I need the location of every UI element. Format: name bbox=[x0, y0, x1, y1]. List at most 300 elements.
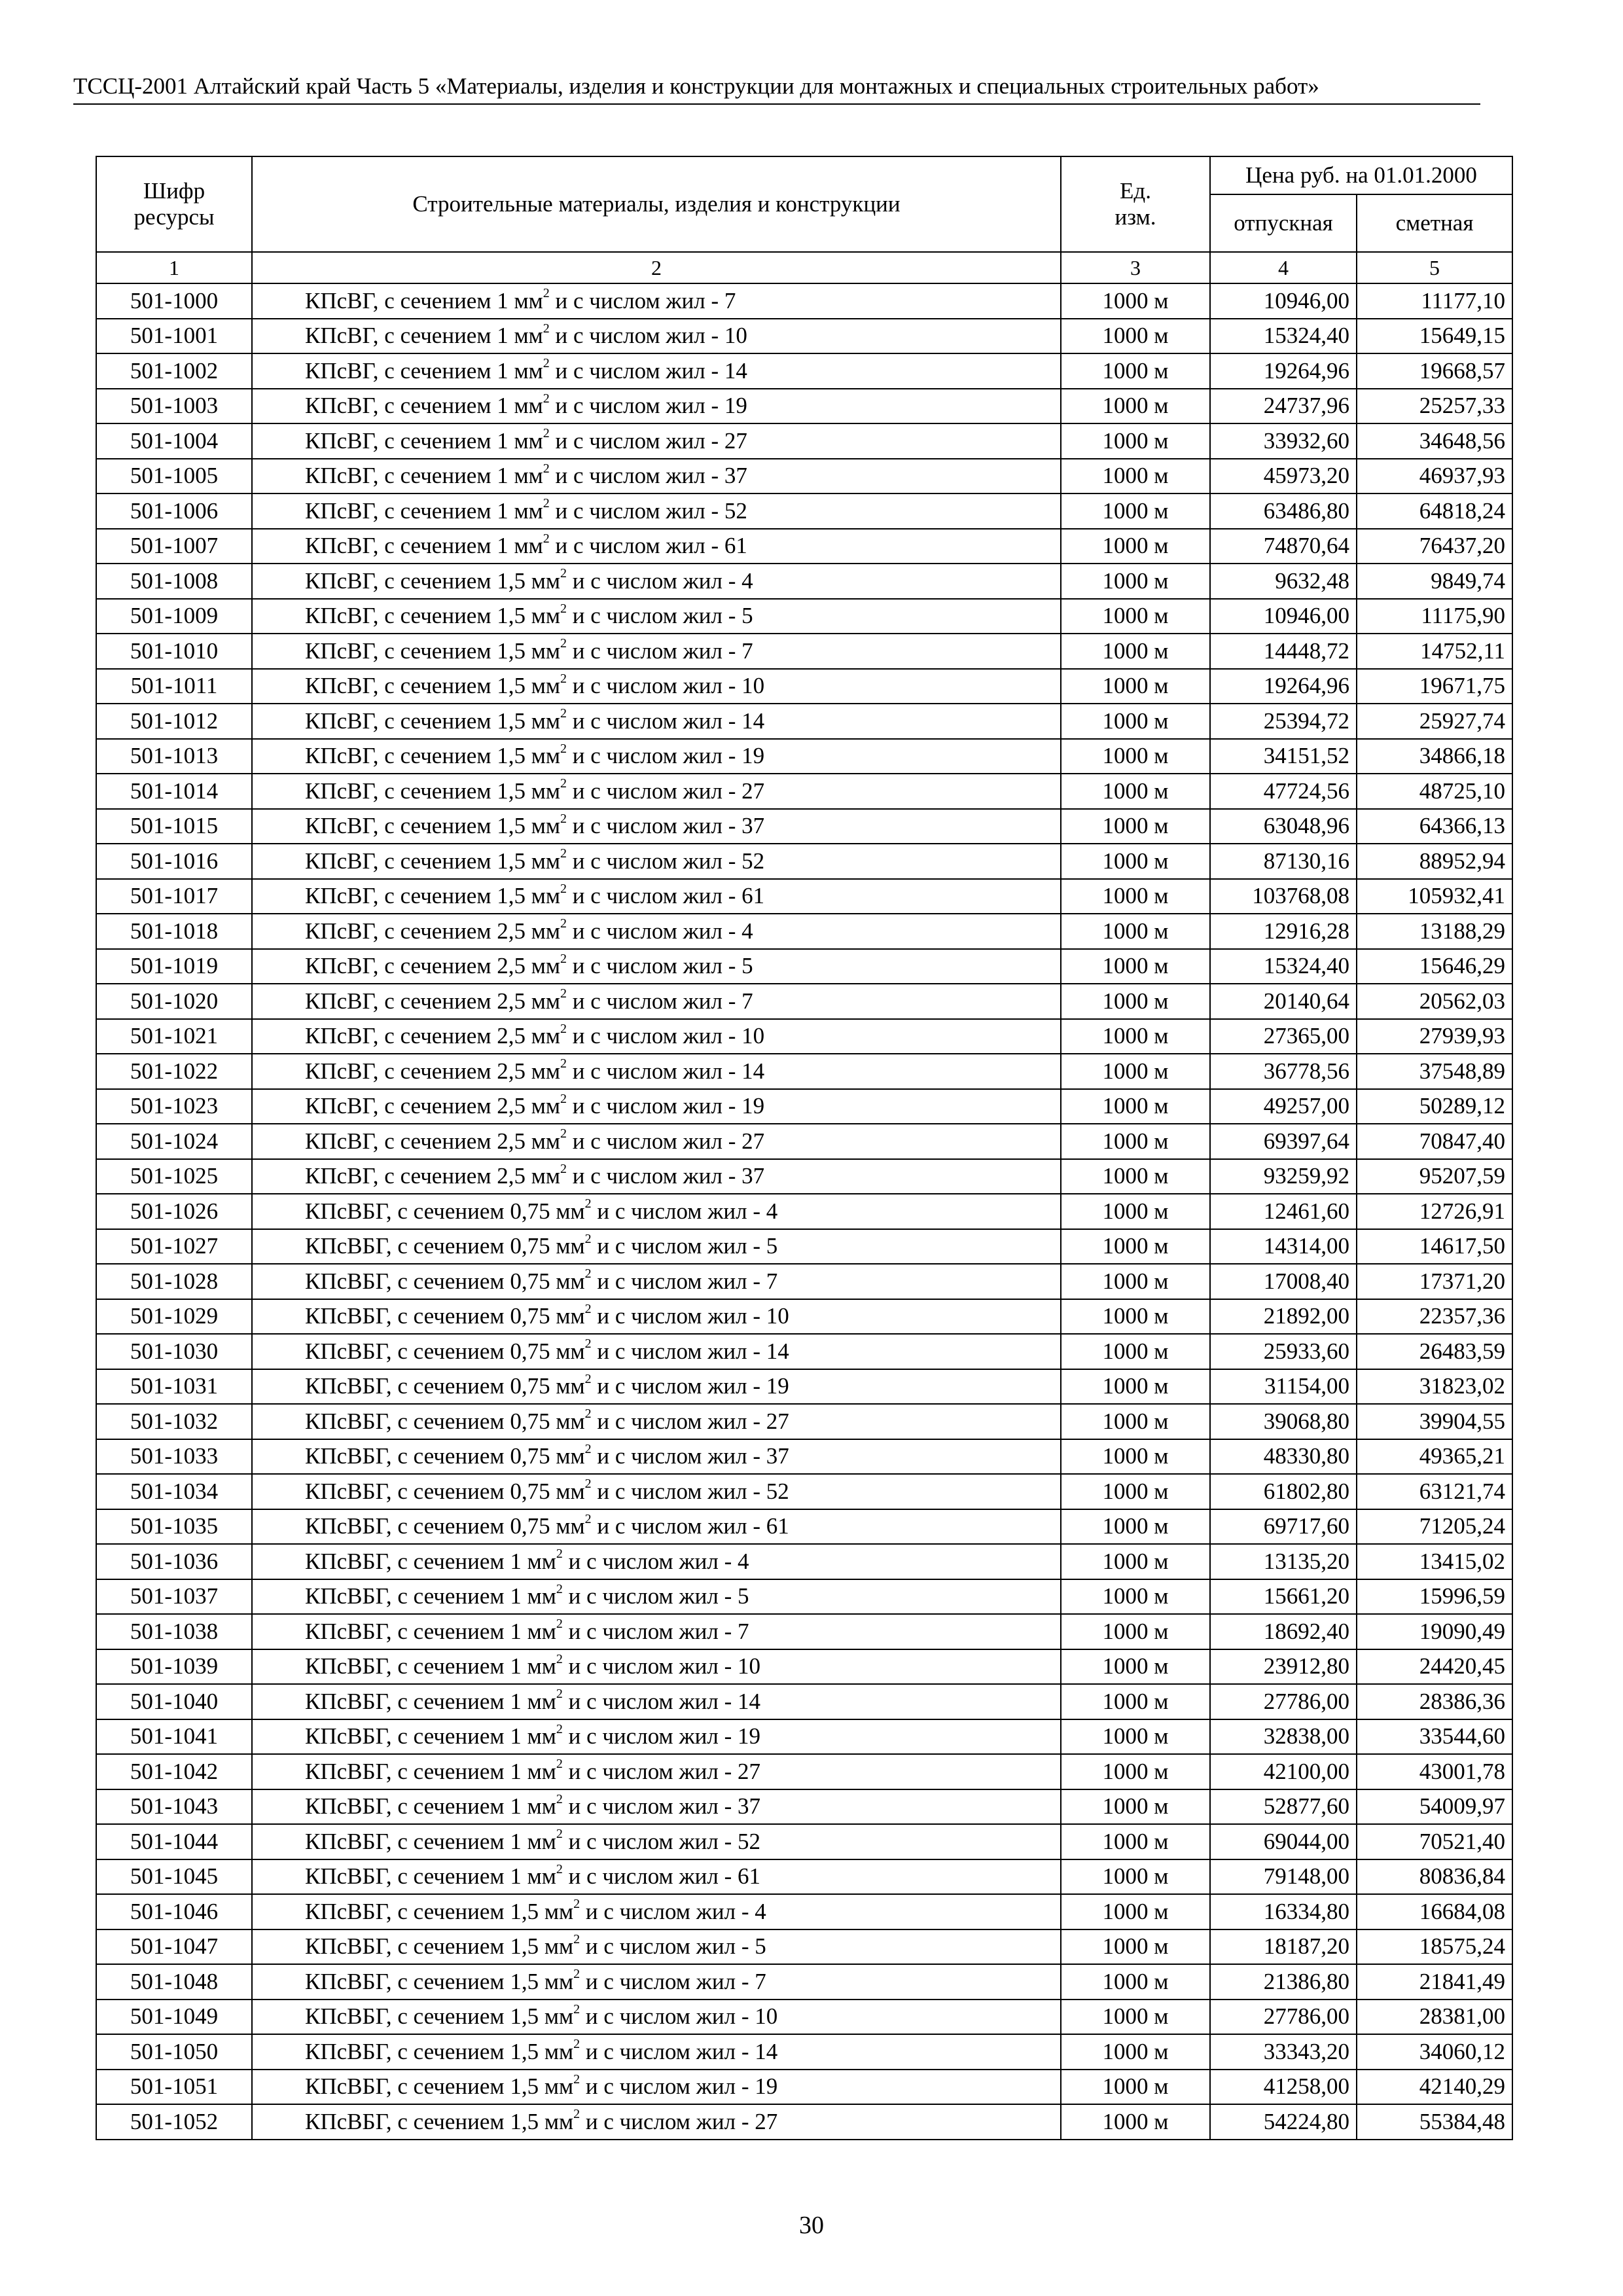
estimate-price: 15646,29 bbox=[1357, 949, 1512, 984]
col-header-unit: Ед. изм. bbox=[1061, 156, 1210, 252]
unit: 1000 м bbox=[1061, 1054, 1210, 1089]
unit-superscript: 2 bbox=[543, 391, 550, 406]
col-header-price: Цена руб. на 01.01.2000 bbox=[1210, 156, 1512, 194]
name-text: КПсВБГ, с сечением 1,5 мм bbox=[305, 1933, 574, 1960]
name-text: и с числом жил - 61 bbox=[549, 533, 747, 559]
name-text: КПсВБГ, с сечением 0,75 мм bbox=[305, 1268, 585, 1294]
unit: 1000 м bbox=[1061, 1509, 1210, 1545]
resource-code: 501-1028 bbox=[96, 1264, 252, 1299]
name-text: КПсВГ, с сечением 1,5 мм bbox=[305, 883, 561, 909]
unit-superscript: 2 bbox=[573, 1967, 580, 1982]
release-price: 33932,60 bbox=[1210, 423, 1357, 459]
unit: 1000 м bbox=[1061, 739, 1210, 774]
unit: 1000 м bbox=[1061, 1544, 1210, 1579]
unit: 1000 м bbox=[1061, 1859, 1210, 1895]
release-price: 9632,48 bbox=[1210, 564, 1357, 599]
release-price: 17008,40 bbox=[1210, 1264, 1357, 1299]
unit: 1000 м bbox=[1061, 1264, 1210, 1299]
name-text: и с числом жил - 4 bbox=[567, 567, 753, 594]
unit-superscript: 2 bbox=[560, 916, 567, 931]
unit: 1000 м bbox=[1061, 353, 1210, 389]
name-text: КПсВБГ, с сечением 1,5 мм bbox=[305, 2108, 574, 2134]
unit: 1000 м bbox=[1061, 459, 1210, 494]
table-row bbox=[96, 319, 1512, 354]
material-name bbox=[252, 1474, 1061, 1509]
material-name bbox=[252, 1194, 1061, 1229]
name-text: КПсВБГ, с сечением 0,75 мм bbox=[305, 1338, 585, 1364]
unit-superscript: 2 bbox=[543, 496, 550, 511]
release-price: 87130,16 bbox=[1210, 844, 1357, 879]
resource-code: 501-1049 bbox=[96, 2000, 252, 2035]
unit-superscript: 2 bbox=[556, 1651, 563, 1666]
estimate-price: 105932,41 bbox=[1357, 879, 1512, 914]
name-text: КПсВГ, с сечением 1,5 мм bbox=[305, 778, 561, 804]
table-row bbox=[96, 1894, 1512, 1929]
material-name bbox=[252, 984, 1061, 1019]
name-text: КПсВБГ, с сечением 0,75 мм bbox=[305, 1513, 585, 1539]
material-name bbox=[252, 353, 1061, 389]
unit-superscript: 2 bbox=[556, 1791, 563, 1806]
unit-superscript: 2 bbox=[584, 1266, 592, 1282]
material-name bbox=[252, 493, 1061, 529]
resource-code: 501-1050 bbox=[96, 2034, 252, 2070]
material-name bbox=[252, 1404, 1061, 1439]
table-row bbox=[96, 1229, 1512, 1265]
estimate-price: 19671,75 bbox=[1357, 669, 1512, 704]
resource-code: 501-1033 bbox=[96, 1439, 252, 1475]
unit-superscript: 2 bbox=[543, 426, 550, 441]
unit: 1000 м bbox=[1061, 1929, 1210, 1965]
name-text: и с числом жил - 52 bbox=[549, 497, 747, 524]
name-text: и с числом жил - 27 bbox=[591, 1408, 789, 1434]
material-name bbox=[252, 1089, 1061, 1124]
resource-code: 501-1006 bbox=[96, 493, 252, 529]
estimate-price: 13188,29 bbox=[1357, 914, 1512, 949]
unit: 1000 м bbox=[1061, 1159, 1210, 1194]
release-price: 27786,00 bbox=[1210, 2000, 1357, 2035]
release-price: 24737,96 bbox=[1210, 389, 1357, 424]
name-text: КПсВГ, с сечением 2,5 мм bbox=[305, 988, 561, 1014]
unit-superscript: 2 bbox=[584, 1511, 592, 1526]
table-row bbox=[96, 1509, 1512, 1545]
estimate-price: 15649,15 bbox=[1357, 319, 1512, 354]
unit-superscript: 2 bbox=[560, 1161, 567, 1176]
unit: 1000 м bbox=[1061, 1964, 1210, 2000]
name-text: и с числом жил - 4 bbox=[562, 1548, 749, 1574]
estimate-price: 12726,91 bbox=[1357, 1194, 1512, 1229]
release-price: 27365,00 bbox=[1210, 1019, 1357, 1054]
unit: 1000 м bbox=[1061, 669, 1210, 704]
material-name bbox=[252, 1509, 1061, 1545]
release-price: 16334,80 bbox=[1210, 1894, 1357, 1929]
estimate-price: 19668,57 bbox=[1357, 353, 1512, 389]
table-row bbox=[96, 283, 1512, 319]
name-text: КПсВБГ, с сечением 0,75 мм bbox=[305, 1408, 585, 1434]
unit: 1000 м bbox=[1061, 564, 1210, 599]
name-text: и с числом жил - 19 bbox=[591, 1373, 789, 1399]
material-name bbox=[252, 704, 1061, 739]
resource-code: 501-1017 bbox=[96, 879, 252, 914]
name-text: и с числом жил - 10 bbox=[549, 323, 747, 349]
resource-code: 501-1032 bbox=[96, 1404, 252, 1439]
unit: 1000 м bbox=[1061, 1789, 1210, 1825]
unit: 1000 м bbox=[1061, 2070, 1210, 2105]
material-name bbox=[252, 1789, 1061, 1825]
unit: 1000 м bbox=[1061, 1894, 1210, 1929]
table-row bbox=[96, 669, 1512, 704]
material-name bbox=[252, 1124, 1061, 1159]
name-text: и с числом жил - 10 bbox=[580, 2003, 778, 2030]
resource-code: 501-1014 bbox=[96, 774, 252, 809]
name-text: КПсВБГ, с сечением 1 мм bbox=[305, 1723, 556, 1749]
name-text: КПсВБГ, с сечением 1 мм bbox=[305, 1688, 556, 1714]
estimate-price: 76437,20 bbox=[1357, 529, 1512, 564]
resource-code: 501-1046 bbox=[96, 1894, 252, 1929]
col-number: 2 bbox=[252, 252, 1061, 283]
unit-superscript: 2 bbox=[584, 1336, 592, 1352]
release-price: 63048,96 bbox=[1210, 809, 1357, 844]
release-price: 13135,20 bbox=[1210, 1544, 1357, 1579]
estimate-price: 70847,40 bbox=[1357, 1124, 1512, 1159]
name-text: КПсВГ, с сечением 1 мм bbox=[305, 463, 543, 489]
name-text: КПсВБГ, с сечением 1 мм bbox=[305, 1828, 556, 1854]
unit: 1000 м bbox=[1061, 319, 1210, 354]
unit-superscript: 2 bbox=[556, 1581, 563, 1596]
table-row bbox=[96, 2000, 1512, 2035]
release-price: 27786,00 bbox=[1210, 1684, 1357, 1719]
name-text: КПсВБГ, с сечением 1 мм bbox=[305, 1618, 556, 1644]
table-row bbox=[96, 1964, 1512, 2000]
name-text: КПсВГ, с сечением 1 мм bbox=[305, 357, 543, 384]
unit-superscript: 2 bbox=[560, 1056, 567, 1071]
name-text: и с числом жил - 37 bbox=[567, 813, 765, 839]
release-price: 12461,60 bbox=[1210, 1194, 1357, 1229]
unit-superscript: 2 bbox=[560, 881, 567, 896]
material-name bbox=[252, 1229, 1061, 1265]
estimate-price: 63121,74 bbox=[1357, 1474, 1512, 1509]
table-row bbox=[96, 1474, 1512, 1509]
release-price: 39068,80 bbox=[1210, 1404, 1357, 1439]
unit: 1000 м bbox=[1061, 2000, 1210, 2035]
unit: 1000 м bbox=[1061, 1474, 1210, 1509]
resource-code: 501-1045 bbox=[96, 1859, 252, 1895]
material-name bbox=[252, 1964, 1061, 2000]
unit: 1000 м bbox=[1061, 599, 1210, 634]
resource-code: 501-1002 bbox=[96, 353, 252, 389]
resource-code: 501-1042 bbox=[96, 1754, 252, 1789]
table-row bbox=[96, 984, 1512, 1019]
unit: 1000 м bbox=[1061, 1194, 1210, 1229]
resource-code: 501-1036 bbox=[96, 1544, 252, 1579]
estimate-price: 24420,45 bbox=[1357, 1649, 1512, 1685]
table-row bbox=[96, 423, 1512, 459]
estimate-price: 34866,18 bbox=[1357, 739, 1512, 774]
table-row bbox=[96, 1719, 1512, 1755]
name-text: и с числом жил - 61 bbox=[567, 883, 765, 909]
material-name bbox=[252, 2104, 1061, 2140]
unit-superscript: 2 bbox=[584, 1231, 592, 1246]
table-row bbox=[96, 1649, 1512, 1685]
unit-superscript: 2 bbox=[560, 846, 567, 861]
resource-code: 501-1018 bbox=[96, 914, 252, 949]
unit-superscript: 2 bbox=[584, 1477, 592, 1492]
resource-code: 501-1010 bbox=[96, 634, 252, 669]
name-text: КПсВГ, с сечением 2,5 мм bbox=[305, 953, 561, 979]
estimate-price: 18575,24 bbox=[1357, 1929, 1512, 1965]
name-text: и с числом жил - 4 bbox=[580, 1898, 766, 1924]
estimate-price: 64366,13 bbox=[1357, 809, 1512, 844]
name-text: и с числом жил - 10 bbox=[567, 1023, 765, 1049]
estimate-price: 26483,59 bbox=[1357, 1334, 1512, 1369]
name-text: КПсВБГ, с сечением 1 мм bbox=[305, 1758, 556, 1784]
release-price: 49257,00 bbox=[1210, 1089, 1357, 1124]
material-name bbox=[252, 669, 1061, 704]
unit-superscript: 2 bbox=[560, 1021, 567, 1036]
table-row bbox=[96, 2104, 1512, 2140]
unit-superscript: 2 bbox=[560, 776, 567, 791]
unit-superscript: 2 bbox=[573, 2107, 580, 2122]
table-row bbox=[96, 1054, 1512, 1089]
release-price: 52877,60 bbox=[1210, 1789, 1357, 1825]
page-header: ТССЦ-2001 Алтайский край Часть 5 «Материалы, изделия и конструкции для монтажных и специальных строительных работ» bbox=[73, 72, 1480, 105]
material-name bbox=[252, 634, 1061, 669]
table-row bbox=[96, 1789, 1512, 1825]
resource-code: 501-1044 bbox=[96, 1824, 252, 1859]
unit: 1000 м bbox=[1061, 1404, 1210, 1439]
estimate-price: 28381,00 bbox=[1357, 2000, 1512, 2035]
name-text: КПсВБГ, с сечением 1 мм bbox=[305, 1793, 556, 1820]
release-price: 15324,40 bbox=[1210, 319, 1357, 354]
estimate-price: 50289,12 bbox=[1357, 1089, 1512, 1124]
name-text: КПсВГ, с сечением 1 мм bbox=[305, 393, 543, 419]
table-row bbox=[96, 564, 1512, 599]
name-text: и с числом жил - 19 bbox=[580, 2073, 778, 2100]
table-row bbox=[96, 1159, 1512, 1194]
material-name bbox=[252, 283, 1061, 319]
unit-superscript: 2 bbox=[560, 1091, 567, 1106]
release-price: 18692,40 bbox=[1210, 1614, 1357, 1649]
material-name bbox=[252, 739, 1061, 774]
price-table bbox=[96, 156, 1513, 2140]
table-row bbox=[96, 704, 1512, 739]
unit-superscript: 2 bbox=[556, 1687, 563, 1702]
name-text: и с числом жил - 19 bbox=[567, 743, 765, 769]
release-price: 61802,80 bbox=[1210, 1474, 1357, 1509]
estimate-price: 46937,93 bbox=[1357, 459, 1512, 494]
material-name bbox=[252, 1054, 1061, 1089]
unit: 1000 м bbox=[1061, 809, 1210, 844]
name-text: и с числом жил - 10 bbox=[591, 1303, 789, 1329]
table-row bbox=[96, 529, 1512, 564]
name-text: КПсВГ, с сечением 2,5 мм bbox=[305, 1023, 561, 1049]
unit: 1000 м bbox=[1061, 704, 1210, 739]
table-row bbox=[96, 1019, 1512, 1054]
name-text: КПсВБГ, с сечением 1,5 мм bbox=[305, 2038, 574, 2064]
name-text: и с числом жил - 27 bbox=[549, 427, 747, 454]
release-price: 74870,64 bbox=[1210, 529, 1357, 564]
material-name bbox=[252, 949, 1061, 984]
unit: 1000 м bbox=[1061, 774, 1210, 809]
col-header-name: Строительные материалы, изделия и конструкции bbox=[252, 156, 1061, 252]
table-row bbox=[96, 1684, 1512, 1719]
name-text: и с числом жил - 10 bbox=[567, 673, 765, 699]
name-text: и с числом жил - 61 bbox=[591, 1513, 789, 1539]
unit-superscript: 2 bbox=[556, 1721, 563, 1736]
page-number: 30 bbox=[799, 2212, 824, 2239]
name-text: и с числом жил - 14 bbox=[591, 1338, 789, 1364]
unit: 1000 м bbox=[1061, 283, 1210, 319]
estimate-price: 34060,12 bbox=[1357, 2034, 1512, 2070]
unit-superscript: 2 bbox=[584, 1196, 592, 1211]
table-row bbox=[96, 459, 1512, 494]
unit: 1000 м bbox=[1061, 1124, 1210, 1159]
material-name bbox=[252, 1684, 1061, 1719]
estimate-price: 19090,49 bbox=[1357, 1614, 1512, 1649]
release-price: 15661,20 bbox=[1210, 1579, 1357, 1615]
unit: 1000 м bbox=[1061, 2034, 1210, 2070]
release-price: 31154,00 bbox=[1210, 1369, 1357, 1405]
material-name bbox=[252, 2000, 1061, 2035]
release-price: 36778,56 bbox=[1210, 1054, 1357, 1089]
name-text: КПсВГ, с сечением 1 мм bbox=[305, 533, 543, 559]
material-name bbox=[252, 1334, 1061, 1369]
material-name bbox=[252, 2070, 1061, 2105]
estimate-price: 49365,21 bbox=[1357, 1439, 1512, 1475]
name-text: КПсВГ, с сечением 2,5 мм bbox=[305, 918, 561, 944]
name-text: КПсВГ, с сечением 1,5 мм bbox=[305, 567, 561, 594]
name-text: и с числом жил - 52 bbox=[567, 848, 765, 874]
resource-code: 501-1023 bbox=[96, 1089, 252, 1124]
unit-superscript: 2 bbox=[573, 2072, 580, 2087]
material-name bbox=[252, 319, 1061, 354]
unit: 1000 м bbox=[1061, 389, 1210, 424]
name-text: КПсВБГ, с сечением 1,5 мм bbox=[305, 2003, 574, 2030]
name-text: КПсВГ, с сечением 1,5 мм bbox=[305, 743, 561, 769]
resource-code: 501-1011 bbox=[96, 669, 252, 704]
estimate-price: 64818,24 bbox=[1357, 493, 1512, 529]
name-text: и с числом жил - 19 bbox=[567, 1093, 765, 1119]
estimate-price: 25257,33 bbox=[1357, 389, 1512, 424]
name-text: и с числом жил - 7 bbox=[562, 1618, 749, 1644]
name-text: КПсВГ, с сечением 1 мм bbox=[305, 287, 543, 314]
unit: 1000 м bbox=[1061, 634, 1210, 669]
name-text: КПсВБГ, с сечением 1 мм bbox=[305, 1863, 556, 1890]
table-row bbox=[96, 1369, 1512, 1405]
estimate-price: 13415,02 bbox=[1357, 1544, 1512, 1579]
unit: 1000 м bbox=[1061, 949, 1210, 984]
table-row bbox=[96, 1544, 1512, 1579]
estimate-price: 11175,90 bbox=[1357, 599, 1512, 634]
name-text: КПсВБГ, с сечением 0,75 мм bbox=[305, 1303, 585, 1329]
estimate-price: 27939,93 bbox=[1357, 1019, 1512, 1054]
table-row bbox=[96, 1124, 1512, 1159]
estimate-price: 33544,60 bbox=[1357, 1719, 1512, 1755]
name-text: КПсВБГ, с сечением 1 мм bbox=[305, 1583, 556, 1609]
resource-code: 501-1051 bbox=[96, 2070, 252, 2105]
resource-code: 501-1039 bbox=[96, 1649, 252, 1685]
release-price: 25933,60 bbox=[1210, 1334, 1357, 1369]
name-text: КПсВБГ, с сечением 0,75 мм bbox=[305, 1233, 585, 1259]
table-row bbox=[96, 1929, 1512, 1965]
material-name bbox=[252, 423, 1061, 459]
table-row bbox=[96, 1404, 1512, 1439]
material-name bbox=[252, 389, 1061, 424]
table-row bbox=[96, 493, 1512, 529]
name-text: и с числом жил - 7 bbox=[591, 1268, 778, 1294]
release-price: 10946,00 bbox=[1210, 599, 1357, 634]
material-name bbox=[252, 2034, 1061, 2070]
table-row bbox=[96, 599, 1512, 634]
name-text: и с числом жил - 7 bbox=[567, 637, 753, 664]
unit: 1000 м bbox=[1061, 1019, 1210, 1054]
table-body bbox=[96, 283, 1512, 2140]
unit: 1000 м bbox=[1061, 493, 1210, 529]
resource-code: 501-1015 bbox=[96, 809, 252, 844]
resource-code: 501-1019 bbox=[96, 949, 252, 984]
name-text: КПсВГ, с сечением 1 мм bbox=[305, 427, 543, 454]
name-text: и с числом жил - 7 bbox=[580, 1968, 766, 1994]
table-row bbox=[96, 879, 1512, 914]
table-row bbox=[96, 1194, 1512, 1229]
name-text: и с числом жил - 5 bbox=[567, 603, 753, 629]
estimate-price: 21841,49 bbox=[1357, 1964, 1512, 2000]
resource-code: 501-1030 bbox=[96, 1334, 252, 1369]
table-row bbox=[96, 914, 1512, 949]
table-row bbox=[96, 2070, 1512, 2105]
table-row bbox=[96, 774, 1512, 809]
release-price: 93259,92 bbox=[1210, 1159, 1357, 1194]
resource-code: 501-1000 bbox=[96, 283, 252, 319]
table-row bbox=[96, 1089, 1512, 1124]
name-text: КПсВГ, с сечением 1,5 мм bbox=[305, 813, 561, 839]
unit: 1000 м bbox=[1061, 1684, 1210, 1719]
release-price: 33343,20 bbox=[1210, 2034, 1357, 2070]
unit-superscript: 2 bbox=[584, 1441, 592, 1456]
material-name bbox=[252, 459, 1061, 494]
name-text: и с числом жил - 27 bbox=[562, 1758, 760, 1784]
unit: 1000 м bbox=[1061, 1614, 1210, 1649]
table-row bbox=[96, 844, 1512, 879]
unit: 1000 м bbox=[1061, 423, 1210, 459]
name-text: КПсВБГ, с сечением 0,75 мм bbox=[305, 1373, 585, 1399]
release-price: 45973,20 bbox=[1210, 459, 1357, 494]
unit: 1000 м bbox=[1061, 1229, 1210, 1265]
name-text: и с числом жил - 14 bbox=[567, 708, 765, 734]
resource-code: 501-1024 bbox=[96, 1124, 252, 1159]
material-name bbox=[252, 1299, 1061, 1335]
material-name bbox=[252, 1824, 1061, 1859]
resource-code: 501-1007 bbox=[96, 529, 252, 564]
table-row bbox=[96, 353, 1512, 389]
estimate-price: 95207,59 bbox=[1357, 1159, 1512, 1194]
release-price: 34151,52 bbox=[1210, 739, 1357, 774]
unit-superscript: 2 bbox=[573, 1897, 580, 1912]
resource-code: 501-1016 bbox=[96, 844, 252, 879]
release-price: 19264,96 bbox=[1210, 669, 1357, 704]
name-text: КПсВБГ, с сечением 0,75 мм bbox=[305, 1198, 585, 1224]
unit-superscript: 2 bbox=[560, 671, 567, 686]
unit-superscript: 2 bbox=[560, 636, 567, 651]
resource-code: 501-1009 bbox=[96, 599, 252, 634]
name-text: КПсВГ, с сечением 1,5 мм bbox=[305, 848, 561, 874]
name-text: КПсВБГ, с сечением 0,75 мм bbox=[305, 1443, 585, 1469]
release-price: 32838,00 bbox=[1210, 1719, 1357, 1755]
resource-code: 501-1020 bbox=[96, 984, 252, 1019]
release-price: 25394,72 bbox=[1210, 704, 1357, 739]
name-text: КПсВГ, с сечением 1,5 мм bbox=[305, 603, 561, 629]
unit: 1000 м bbox=[1061, 1649, 1210, 1685]
material-name bbox=[252, 1579, 1061, 1615]
